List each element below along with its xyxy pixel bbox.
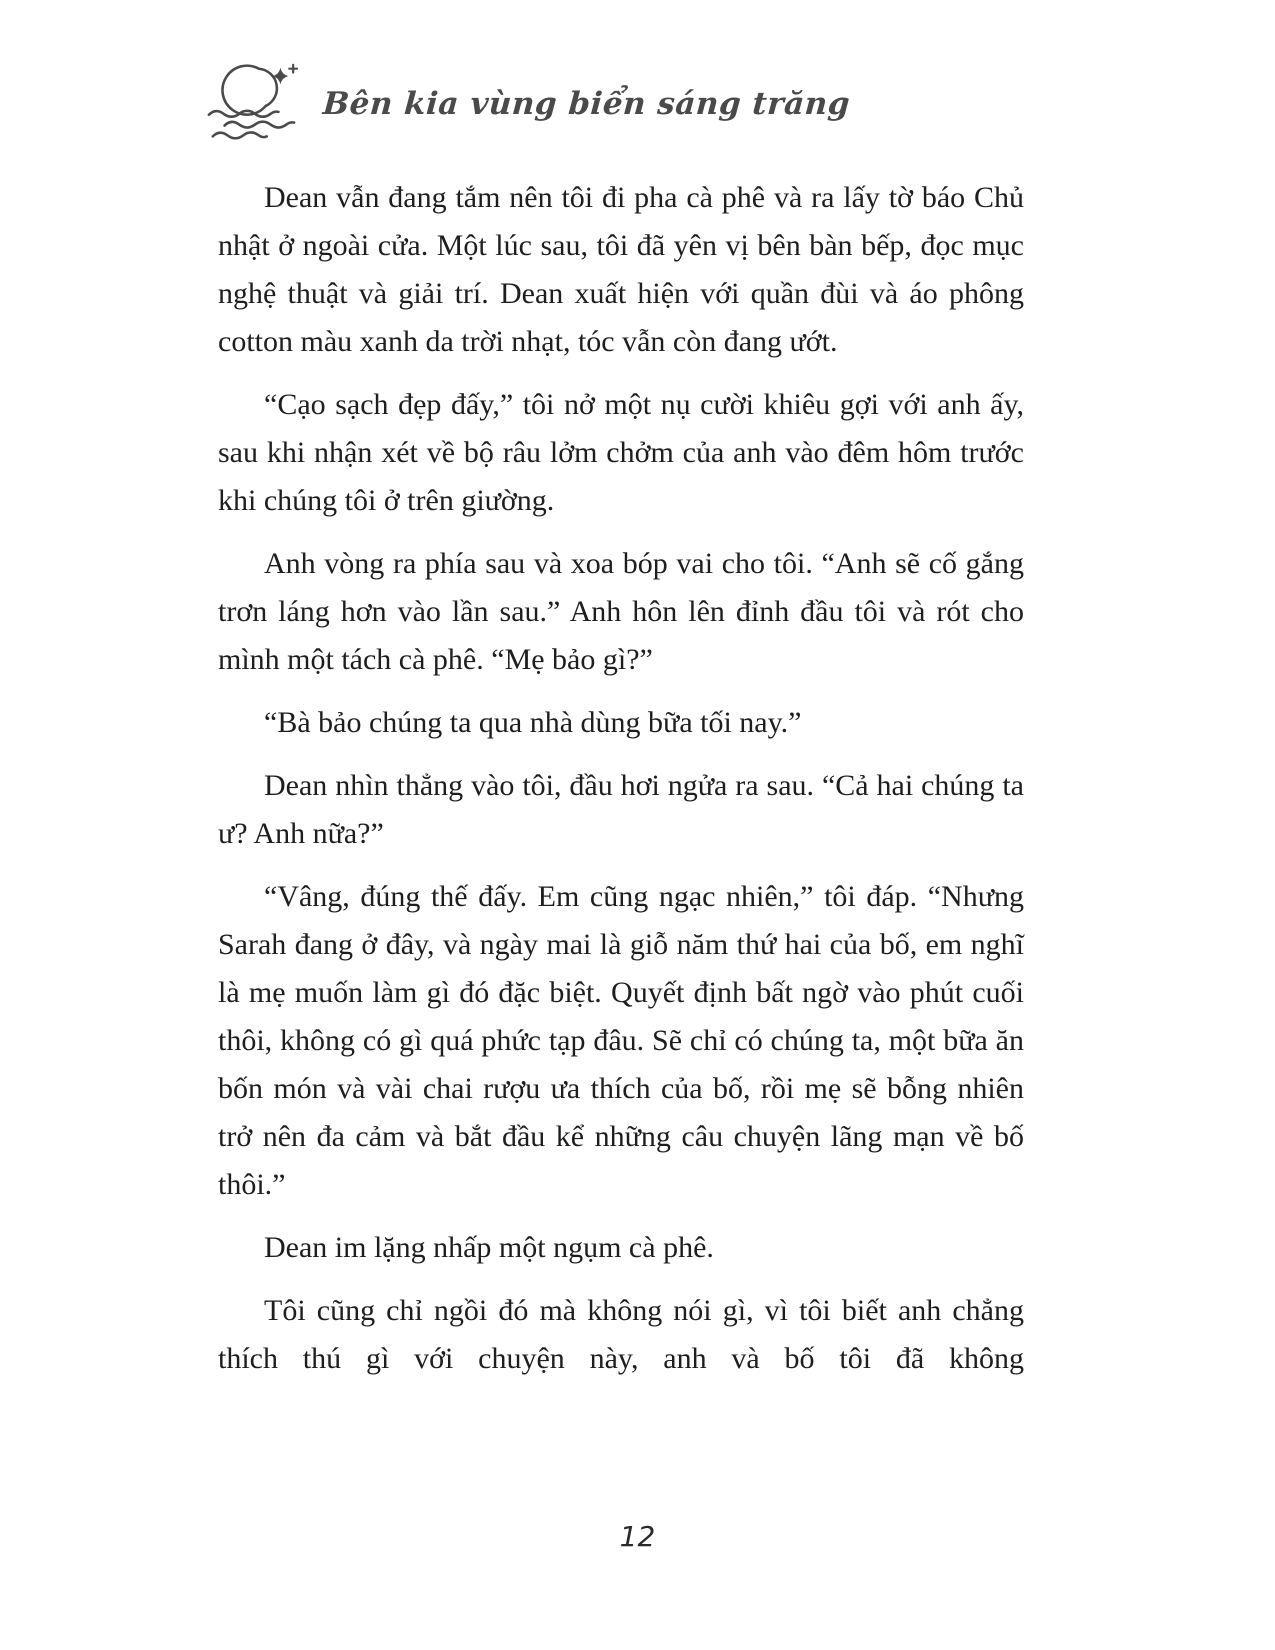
- page-body: [218, 174, 1024, 1383]
- paragraph: “Vâng, đúng thế đấy. Em cũng ngạc nhiên,” tôi đáp. “Nhưng Sarah đang ở đây, và ngày mai là giỗ năm thứ hai của bố, em nghĩ là mẹ muốn làm gì đó đặc biệt. Quyết định bất ngờ vào phút cuối thôi, không có gì quá phức tạp đâu. Sẽ chỉ có chúng ta, một bữa ăn bốn món và vài chai rượu ưa thích của bố, rồi mẹ sẽ bỗng nhiên trở nên đa cảm và bắt đầu kể những câu chuyện lãng mạn về bố thôi.”: [218, 880, 1024, 1201]
- paragraph: Tôi cũng chỉ ngồi đó mà không nói gì, vì tôi biết anh chẳng thích thú gì với chuyện này, anh và bố tôi đã không: [218, 1294, 1024, 1375]
- paragraph: Dean nhìn thẳng vào tôi, đầu hơi ngửa ra sau. “Cả hai chúng ta ư? Anh nữa?”: [218, 769, 1024, 850]
- paragraph: “Bà bảo chúng ta qua nhà dùng bữa tối nay.”: [264, 706, 802, 739]
- paragraph: “Cạo sạch đẹp đấy,” tôi nở một nụ cười khiêu gợi với anh ấy, sau khi nhận xét về bộ râu lởm chởm của anh vào đêm hôm trước khi chúng tôi ở trên giường.: [218, 388, 1024, 517]
- wave-middle-icon: [225, 122, 295, 128]
- wave-bottom-icon: [213, 132, 267, 138]
- crescent-moon-inner-icon: [259, 69, 277, 106]
- sparkle-plus-icon: [289, 65, 297, 73]
- paragraph: Dean im lặng nhấp một ngụm cà phê.: [264, 1231, 714, 1264]
- page-footer: [0, 1520, 1275, 1553]
- page-number: 12: [619, 1520, 656, 1553]
- running-title: Bên kia vùng biển sáng trăng: [321, 86, 852, 122]
- moon-waves-logo: [203, 62, 301, 146]
- paragraph: Anh vòng ra phía sau và xoa bóp vai cho tôi. “Anh sẽ cố gắng trơn láng hơn vào lần sau.” Anh hôn lên đỉnh đầu tôi và rót cho mình một tách cà phê. “Mẹ bảo gì?”: [218, 547, 1024, 676]
- crescent-moon-icon: [222, 66, 265, 115]
- paragraph: Dean vẫn đang tắm nên tôi đi pha cà phê và ra lấy tờ báo Chủ nhật ở ngoài cửa. Một lúc sau, tôi đã yên vị bên bàn bếp, đọc mục nghệ thuật và giải trí. Dean xuất hiện với quần đùi và áo phông cotton màu xanh da trời nhạt, tóc vẫn còn đang ướt.: [218, 181, 1024, 358]
- page-header: [203, 62, 850, 146]
